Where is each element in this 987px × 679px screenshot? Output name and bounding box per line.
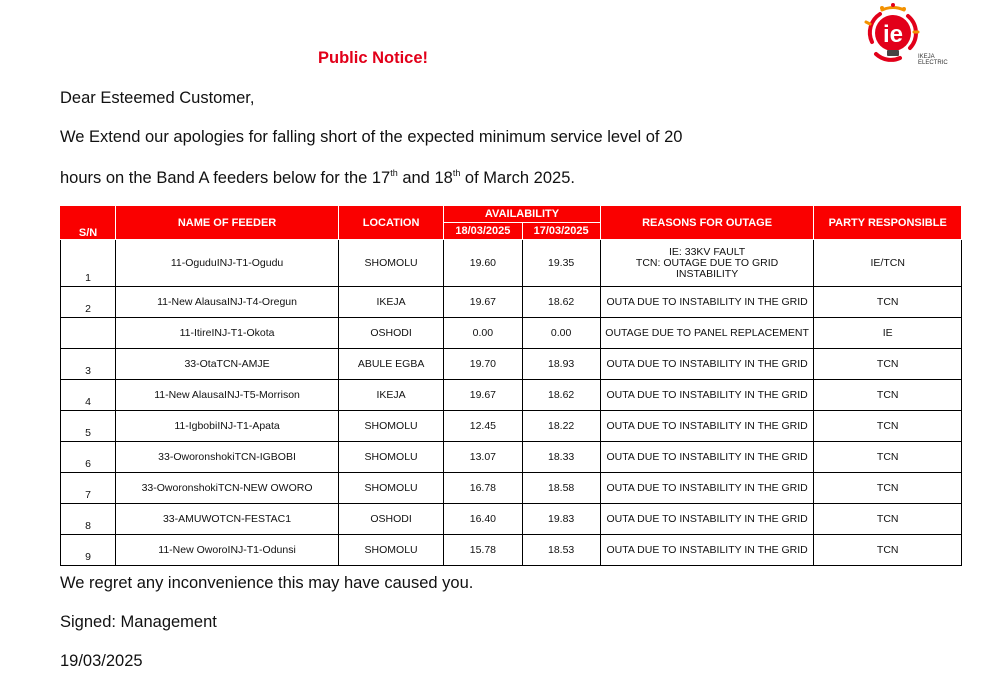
cell-availability-2: 19.83 <box>522 504 600 535</box>
cell-party: TCN <box>814 349 962 380</box>
header-date-1: 18/03/2025 <box>444 223 522 240</box>
cell-sn: 6 <box>61 442 116 473</box>
cell-availability-2: 18.62 <box>522 380 600 411</box>
reason-line: INSTABILITY <box>675 267 739 280</box>
cell-availability-1: 19.60 <box>444 240 522 287</box>
cell-party: TCN <box>814 473 962 504</box>
cell-feeder-name: 33-OworonshokiTCN-NEW OWORO <box>116 473 339 504</box>
header-location: LOCATION <box>338 206 443 240</box>
cell-feeder-name: 11-New OworoINJ-T1-Odunsi <box>116 535 339 566</box>
cell-reason: OUTA DUE TO INSTABILITY IN THE GRID <box>600 380 814 411</box>
table-row <box>61 535 962 566</box>
cell-location: IKEJA <box>338 380 443 411</box>
cell-availability-1: 16.78 <box>444 473 522 504</box>
cell-reason <box>600 240 814 287</box>
cell-sn: 7 <box>61 473 116 504</box>
cell-sn: 1 <box>61 240 116 287</box>
cell-availability-2: 18.93 <box>522 349 600 380</box>
cell-availability-1: 12.45 <box>444 411 522 442</box>
cell-party: TCN <box>814 504 962 535</box>
apology-text-b: and 18 <box>397 169 453 187</box>
cell-feeder-name: 11-ItireINJ-T1-Okota <box>116 318 339 349</box>
cell-sn: 3 <box>61 349 116 380</box>
svg-text:ELECTRIC: ELECTRIC <box>918 60 948 66</box>
table-row <box>61 504 962 535</box>
ordinal-suffix-2: th <box>452 168 461 178</box>
cell-sn <box>61 318 116 349</box>
cell-sn: 9 <box>61 535 116 566</box>
cell-location: SHOMOLU <box>338 473 443 504</box>
table-row <box>61 473 962 504</box>
cell-location: SHOMOLU <box>338 411 443 442</box>
cell-party: TCN <box>814 442 962 473</box>
table-row <box>61 240 962 287</box>
reason-line: IE: 33KV FAULT <box>668 245 746 258</box>
svg-text:ie: ie <box>882 21 904 48</box>
cell-availability-1: 19.70 <box>444 349 522 380</box>
table-row <box>61 349 962 380</box>
cell-availability-1: 0.00 <box>444 318 522 349</box>
cell-party: TCN <box>814 287 962 318</box>
cell-availability-2: 18.62 <box>522 287 600 318</box>
cell-reason: OUTA DUE TO INSTABILITY IN THE GRID <box>600 349 814 380</box>
greeting: Dear Esteemed Customer, <box>60 89 255 107</box>
cell-reason: OUTA DUE TO INSTABILITY IN THE GRID <box>600 287 814 318</box>
cell-party: TCN <box>814 411 962 442</box>
signature: Signed: Management <box>60 613 217 631</box>
apology-text-c: of March 2025. <box>460 169 575 187</box>
header-date-2: 17/03/2025 <box>522 223 600 240</box>
cell-sn: 5 <box>61 411 116 442</box>
cell-reason: OUTAGE DUE TO PANEL REPLACEMENT <box>600 318 814 349</box>
cell-availability-2: 18.58 <box>522 473 600 504</box>
cell-feeder-name: 11-IgbobiINJ-T1-Apata <box>116 411 339 442</box>
cell-location: IKEJA <box>338 287 443 318</box>
cell-availability-2: 18.22 <box>522 411 600 442</box>
cell-availability-1: 15.78 <box>444 535 522 566</box>
cell-availability-2: 18.33 <box>522 442 600 473</box>
cell-availability-1: 19.67 <box>444 380 522 411</box>
cell-location: ABULE EGBA <box>338 349 443 380</box>
logo-mark-icon <box>860 2 955 66</box>
cell-availability-1: 16.40 <box>444 504 522 535</box>
header-reasons: REASONS FOR OUTAGE <box>600 206 814 240</box>
cell-party: TCN <box>814 380 962 411</box>
table-row <box>61 380 962 411</box>
cell-reason: OUTA DUE TO INSTABILITY IN THE GRID <box>600 411 814 442</box>
cell-reason: OUTA DUE TO INSTABILITY IN THE GRID <box>600 473 814 504</box>
cell-location: OSHODI <box>338 318 443 349</box>
cell-availability-1: 13.07 <box>444 442 522 473</box>
header-sn: S/N <box>61 206 116 240</box>
cell-party: TCN <box>814 535 962 566</box>
closing-line: We regret any inconvenience this may have caused you. <box>60 574 474 592</box>
header-availability: AVAILABILITY <box>444 206 601 223</box>
ikeja-electric-logo <box>860 2 955 66</box>
cell-location: OSHODI <box>338 504 443 535</box>
cell-availability-2: 0.00 <box>522 318 600 349</box>
cell-sn: 8 <box>61 504 116 535</box>
apology-line-1: We Extend our apologies for falling short of the expected minimum service level of 20 <box>60 128 683 146</box>
table-row <box>61 411 962 442</box>
reason-line: TCN: OUTAGE DUE TO GRID <box>635 256 779 269</box>
cell-sn: 2 <box>61 287 116 318</box>
cell-feeder-name: 33-OtaTCN-AMJE <box>116 349 339 380</box>
cell-reason: OUTA DUE TO INSTABILITY IN THE GRID <box>600 442 814 473</box>
cell-party: IE <box>814 318 962 349</box>
header-party: PARTY RESPONSIBLE <box>814 206 962 240</box>
feeders-table <box>60 205 962 566</box>
notice-date: 19/03/2025 <box>60 652 143 670</box>
table-row <box>61 287 962 318</box>
cell-party: IE/TCN <box>814 240 962 287</box>
ordinal-suffix-1: th <box>390 168 398 178</box>
cell-availability-1: 19.67 <box>444 287 522 318</box>
notice-title: Public Notice! <box>318 49 429 67</box>
cell-feeder-name: 11-OguduINJ-T1-Ogudu <box>116 240 339 287</box>
cell-location: SHOMOLU <box>338 442 443 473</box>
header-feeder-name: NAME OF FEEDER <box>116 206 339 240</box>
apology-line-2 <box>60 168 575 188</box>
cell-reason: OUTA DUE TO INSTABILITY IN THE GRID <box>600 504 814 535</box>
cell-feeder-name: 11-New AlausaINJ-T5-Morrison <box>116 380 339 411</box>
cell-feeder-name: 33-AMUWOTCN-FESTAC1 <box>116 504 339 535</box>
cell-availability-2: 18.53 <box>522 535 600 566</box>
cell-location: SHOMOLU <box>338 535 443 566</box>
cell-sn: 4 <box>61 380 116 411</box>
cell-availability-2: 19.35 <box>522 240 600 287</box>
cell-reason: OUTA DUE TO INSTABILITY IN THE GRID <box>600 535 814 566</box>
cell-feeder-name: 33-OworonshokiTCN-IGBOBI <box>116 442 339 473</box>
svg-text:IKEJA: IKEJA <box>918 54 935 60</box>
cell-feeder-name: 11-New AlausaINJ-T4-Oregun <box>116 287 339 318</box>
table-row <box>61 318 962 349</box>
apology-text-a: hours on the Band A feeders below for the 17 <box>60 169 391 187</box>
table-row <box>61 442 962 473</box>
cell-location: SHOMOLU <box>338 240 443 287</box>
